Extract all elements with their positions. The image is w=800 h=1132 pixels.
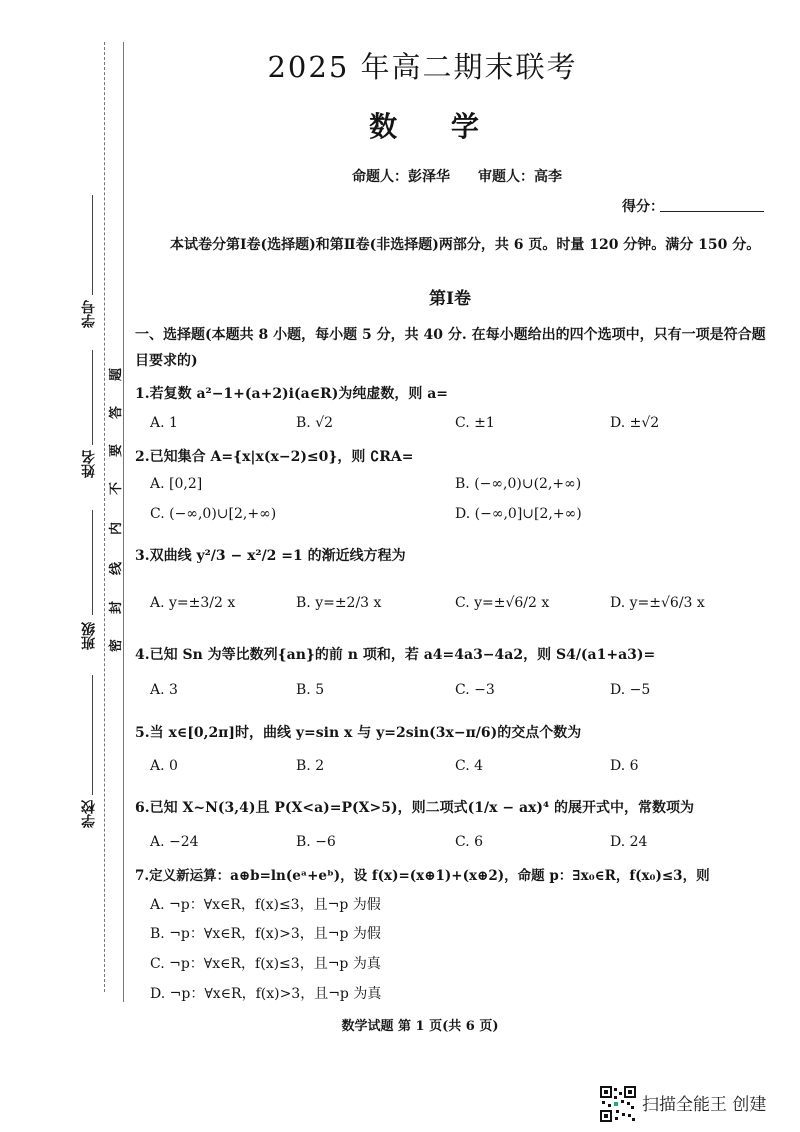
option[interactable]: D. ±√2 bbox=[610, 415, 660, 431]
option[interactable]: C. −3 bbox=[455, 682, 495, 698]
class-blank[interactable] bbox=[92, 510, 93, 615]
option[interactable]: A. y=±3/2 x bbox=[150, 595, 236, 611]
option[interactable]: D. 24 bbox=[610, 834, 648, 850]
authors-line: 命题人：彭泽华 审题人：高李 bbox=[352, 169, 562, 185]
option[interactable]: B. 2 bbox=[296, 758, 325, 774]
option[interactable]: A. 3 bbox=[150, 682, 178, 698]
option[interactable]: B. (−∞,0)∪(2,+∞) bbox=[455, 476, 582, 492]
option[interactable]: D. 6 bbox=[610, 758, 639, 774]
option[interactable]: C. (−∞,0)∪[2,+∞) bbox=[150, 506, 277, 522]
option[interactable]: C. 6 bbox=[455, 834, 484, 850]
score-label: 得分： bbox=[622, 199, 664, 215]
option[interactable]: A. ¬p：∀x∈R，f(x)≤3，且¬p 为假 bbox=[150, 897, 381, 913]
option[interactable]: B. −6 bbox=[296, 834, 336, 850]
exam-intro: 本试卷分第Ⅰ卷(选择题)和第Ⅱ卷(非选择题)两部分，共 6 页。时量 120 分钟。满分 150 分。 bbox=[170, 237, 761, 253]
exam-title: 2025 年高二期末联考 bbox=[267, 50, 578, 84]
page-footer: 数学试题 第 1 页(共 6 页) bbox=[341, 1019, 499, 1034]
section-heading: 一、选择题(本题共 8 小题，每小题 5 分，共 40 分. 在每小题给出的四个选项中，只有一项是符合题目要求的) bbox=[135, 327, 766, 369]
binding-line-outer bbox=[104, 42, 105, 992]
seal-char: 线 bbox=[109, 561, 125, 576]
option[interactable]: B. √2 bbox=[296, 415, 334, 431]
part-title: 第Ⅰ卷 bbox=[429, 289, 471, 309]
option[interactable]: C. ±1 bbox=[455, 415, 495, 431]
seal-char: 要 bbox=[109, 443, 125, 458]
option[interactable]: C. ¬p：∀x∈R，f(x)≤3，且¬p 为真 bbox=[150, 956, 381, 972]
option[interactable]: A. −24 bbox=[150, 834, 199, 850]
question-stem: 2.已知集合 A={x|x(x−2)≤0}，则 ∁RA= bbox=[135, 449, 414, 465]
option[interactable]: A. 1 bbox=[150, 415, 178, 431]
option[interactable]: B. 5 bbox=[296, 682, 325, 698]
seal-char: 不 bbox=[109, 481, 125, 496]
option[interactable]: C. 4 bbox=[455, 758, 484, 774]
student-id-label: 学号 bbox=[81, 300, 97, 328]
scanner-watermark: 扫描全能王 创建 bbox=[642, 1095, 767, 1115]
option[interactable]: D. y=±√6/3 x bbox=[610, 595, 705, 611]
score-blank[interactable] bbox=[660, 211, 764, 212]
subject-title: 数 学 bbox=[369, 110, 501, 143]
option[interactable]: D. (−∞,0]∪[2,+∞) bbox=[455, 506, 582, 522]
seal-char: 内 bbox=[109, 521, 125, 536]
seal-char: 封 bbox=[109, 600, 125, 615]
question-stem: 1.若复数 a²−1+(a+2)i(a∈R)为纯虚数，则 a= bbox=[135, 386, 448, 402]
question-stem: 7.定义新运算：a⊕b=ln(eᵃ+eᵇ)，设 f(x)=(x⊕1)+(x⊕2)，命题 p：∃x₀∈R，f(x₀)≤3，则 bbox=[135, 868, 710, 884]
option[interactable]: D. ¬p：∀x∈R，f(x)>3，且¬p 为真 bbox=[150, 986, 382, 1002]
question-stem: 4.已知 Sn 为等比数列{an}的前 n 项和，若 a4=4a3−4a2，则 S4/(a1+a3)= bbox=[135, 647, 656, 663]
seal-char: 答 bbox=[109, 405, 125, 420]
question-stem: 3.双曲线 y²/3 − x²/2 =1 的渐近线方程为 bbox=[135, 548, 406, 564]
option[interactable]: A. [0,2] bbox=[150, 476, 203, 492]
option[interactable]: B. y=±2/3 x bbox=[296, 595, 382, 611]
option[interactable]: D. −5 bbox=[610, 682, 651, 698]
school-label: 学校 bbox=[81, 800, 97, 828]
question-stem: 5.当 x∈[0,2π]时，曲线 y=sin x 与 y=2sin(3x−π/6)的交点个数为 bbox=[135, 725, 582, 741]
option[interactable]: B. ¬p：∀x∈R，f(x)>3，且¬p 为假 bbox=[150, 926, 381, 942]
name-blank[interactable] bbox=[92, 350, 93, 445]
student-id-blank[interactable] bbox=[92, 195, 93, 295]
seal-char: 密 bbox=[109, 638, 125, 653]
option[interactable]: A. 0 bbox=[150, 758, 178, 774]
class-label: 班级 bbox=[81, 622, 97, 650]
seal-char: 题 bbox=[109, 367, 125, 382]
name-label: 姓名 bbox=[81, 450, 97, 478]
option[interactable]: C. y=±√6/2 x bbox=[455, 595, 550, 611]
question-stem: 6.已知 X~N(3,4)且 P(X<a)=P(X>5)，则二项式(1/x − ax)⁴ 的展开式中，常数项为 bbox=[135, 800, 694, 816]
school-blank[interactable] bbox=[92, 675, 93, 795]
qr-code-icon bbox=[600, 1086, 636, 1122]
